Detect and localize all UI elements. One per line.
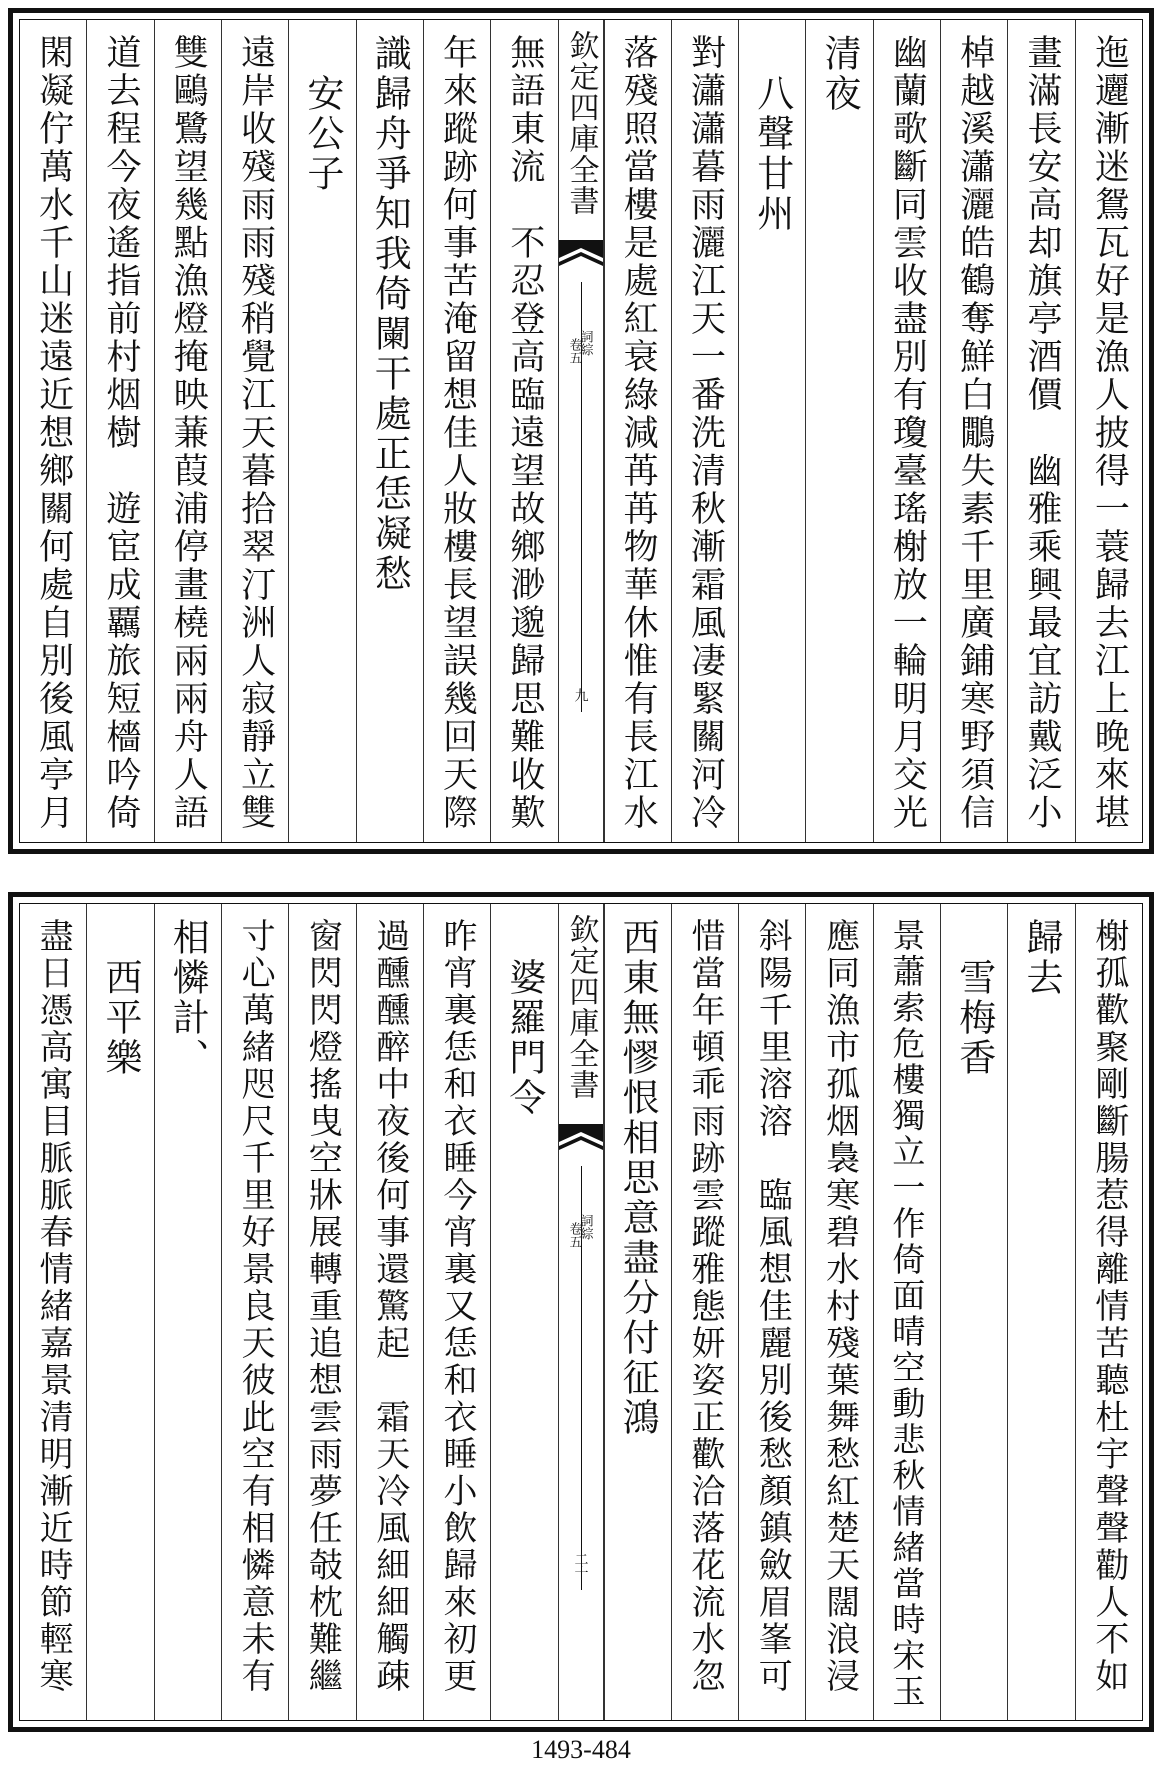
center-fold-column [558, 904, 604, 1720]
column-text: 惜當年頓乖雨跡雲蹤雅態妍姿正歡洽落花流水忽 [684, 918, 725, 1695]
column-text: 雙鷗鷺望幾點漁燈掩映蒹葭浦停畫橈兩兩舟人語 [168, 34, 209, 832]
text-column [154, 20, 221, 842]
column-text: 落殘照當樓是處紅衰綠減苒苒物華休惟有長江水 [618, 34, 659, 832]
volume-label: 卷五 [566, 1222, 582, 1248]
volume-label: 卷五 [566, 338, 582, 364]
column-text: 棹越溪瀟灑皓鶴奪鮮白鷳失素千里廣鋪寒野須信 [954, 34, 995, 832]
text-column [671, 20, 738, 842]
text-column [423, 20, 490, 842]
text-column [940, 20, 1007, 842]
column-text: 寸心萬緒咫尺千里好景良天彼此空有相憐意未有 [235, 918, 276, 1695]
text-column [604, 20, 671, 842]
top-page-columns [19, 19, 1143, 843]
text-column [873, 20, 940, 842]
text-column [154, 904, 221, 1720]
column-text: 景蕭索危樓獨立一作倚面晴空動悲秋情緒當時宋玉 [887, 918, 927, 1710]
text-column [86, 904, 153, 1720]
column-text: 八聲甘州 [750, 34, 794, 234]
text-column [356, 904, 423, 1720]
column-text: 西東無憀恨相思意盡分付征鴻 [616, 918, 660, 1438]
text-column [221, 904, 288, 1720]
text-column [490, 904, 557, 1720]
text-column [738, 904, 805, 1720]
text-column [356, 20, 423, 842]
column-text: 迤邐漸迷鴛瓦好是漁人披得一蓑歸去江上晚來堪 [1089, 34, 1130, 832]
bottom-page-columns [19, 903, 1143, 1721]
text-column [873, 904, 940, 1720]
column-text: 相憐計、 [166, 918, 210, 1078]
text-column [738, 20, 805, 842]
column-text: 對瀟瀟暮雨灑江天一番洗清秋漸霜風凄緊關河冷 [685, 34, 726, 832]
text-column [1075, 904, 1142, 1720]
column-text: 盡日憑高寓目脈脈春情緒嘉景清明漸近時節輕寒 [33, 918, 74, 1695]
page-number-footer: 1493-484 [531, 1735, 631, 1764]
column-text: 清夜 [818, 34, 862, 114]
section-label: 詞綜 [577, 330, 593, 356]
text-column [1075, 20, 1142, 842]
column-text: 過醺醺醉中夜後何事還驚起 霜天冷風細細觸疎 [369, 918, 410, 1695]
column-text: 安公子 [300, 34, 344, 194]
column-text: 歸去 [1020, 918, 1064, 998]
column-text: 幽蘭歌斷同雲收盡別有瓊臺瑤榭放一輪明月交光 [887, 34, 928, 832]
text-column [1007, 20, 1074, 842]
text-column [20, 904, 86, 1720]
section-label: 詞綜 [577, 1214, 593, 1240]
text-column [604, 904, 671, 1720]
column-text: 道去程今夜遙指前村烟樹 遊宦成覊旅短檣吟倚 [100, 34, 141, 832]
column-text: 昨宵裏恁和衣睡今宵裏又恁和衣睡小飲歸來初更 [437, 918, 478, 1695]
top-page [8, 8, 1154, 854]
column-text: 遠岸收殘雨雨殘稍覺江天暮拾翠汀洲人寂靜立雙 [235, 34, 276, 832]
text-column [805, 904, 872, 1720]
text-column [86, 20, 153, 842]
bottom-page [8, 892, 1154, 1732]
column-text: 窗閃閃燈搖曳空牀展轉重追想雲雨夢任攲枕難繼 [302, 918, 343, 1695]
text-column [423, 904, 490, 1720]
column-text: 斜陽千里溶溶 臨風想佳麗別後愁顏鎮斂眉峯可 [752, 918, 793, 1695]
text-column [288, 20, 355, 842]
column-text: 畫滿長安高却旗亭酒價 幽雅乘興最宜訪戴泛小 [1022, 34, 1063, 832]
text-column [288, 904, 355, 1720]
column-text: 識歸舟爭知我倚闌干處正恁凝愁 [368, 34, 412, 594]
leaf-number: 二十 [572, 1552, 589, 1580]
text-column [221, 20, 288, 842]
text-column [671, 904, 738, 1720]
column-text: 閑凝佇萬水千山迷遠近想鄉關何處自別後風亭月 [33, 34, 74, 832]
fish-tail-mark-icon [559, 240, 603, 276]
column-text: 婆羅門令 [502, 918, 546, 1118]
text-column [20, 20, 86, 842]
book-title: 欽定四庫全書 [563, 914, 599, 1100]
text-column [805, 20, 872, 842]
column-text: 應同漁市孤烟裊寒碧水村殘葉舞愁紅楚天闊浪浸 [819, 918, 860, 1695]
center-fold-column [558, 20, 604, 842]
leaf-number: 九 [572, 688, 589, 702]
column-text: 西平樂 [98, 918, 142, 1078]
fish-tail-mark-icon [559, 1124, 603, 1160]
text-column [1007, 904, 1074, 1720]
text-column [490, 20, 557, 842]
column-text: 雪梅香 [952, 918, 996, 1078]
text-column [940, 904, 1007, 1720]
book-title: 欽定四庫全書 [563, 30, 599, 216]
column-text: 榭孤歡聚剛斷腸惹得離情苦聽杜宇聲聲勸人不如 [1088, 918, 1129, 1695]
column-text: 無語東流 不忍登高臨遠望故鄉渺邈歸思難收歎 [504, 34, 545, 832]
column-text: 年來蹤跡何事苦淹留想佳人妝樓長望誤幾回天際 [437, 34, 478, 832]
